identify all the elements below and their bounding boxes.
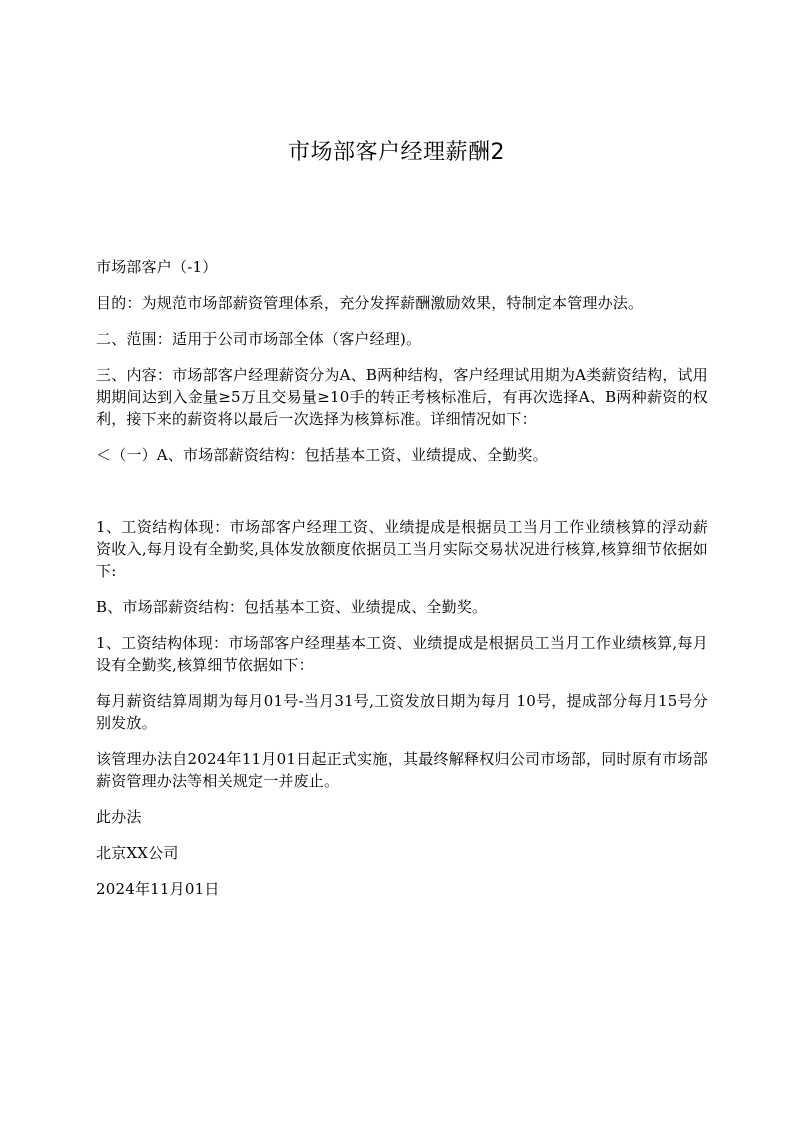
paragraph-scope: 二、范围：适用于公司市场部全体（客户经理)。	[96, 330, 422, 348]
document-body	[96, 256, 708, 914]
document-title: 市场部客户经理薪酬2	[288, 140, 505, 165]
paragraph-purpose: 目的：为规范市场部薪资管理体系，充分发挥薪酬激励效果，特制定本管理办法。	[96, 294, 644, 312]
paragraph-heading: 市场部客户（-1）	[96, 258, 218, 276]
paragraph-pay-cycle: 每月薪资结算周期为每月01号-当月31号,工资发放日期为每月 10号，提成部分每月15号分别发放。	[96, 692, 708, 732]
paragraph-structure-b: B、市场部薪资结构：包括基本工资、业绩提成、全勤奖。	[96, 598, 488, 616]
signature-company: 北京XX公司	[96, 844, 179, 862]
paragraph-content: 三、内容：市场部客户经理薪资分为A、B两种结构，客户经理试用期为A类薪资结构，试用期期间达到入金量≥5万且交易量≥10手的转正考核标准后，有再次选择A、B两种薪资的权利，接下来的薪资将以最后一次选择为核算标准。详细情况如下：	[96, 366, 708, 428]
spacer	[96, 480, 708, 516]
paragraph-structure-a: ＜（一）A、市场部薪资结构：包括基本工资、业绩提成、全勤奖。	[96, 446, 548, 464]
paragraph-structure-a-detail: 1、工资结构体现：市场部客户经理工资、业绩提成是根据员工当月工作业绩核算的浮动薪资收入,每月设有全勤奖,具体发放额度依据员工当月实际交易状况进行核算,核算细节依据如下:	[96, 518, 708, 580]
paragraph-closing: 此办法	[96, 808, 142, 826]
paragraph-effective-date: 该管理办法自2024年11月01日起正式实施，其最终解释权归公司市场部，同时原有市场部薪资管理办法等相关规定一并废止。	[96, 750, 708, 790]
signature-date: 2024年11月01日	[96, 880, 220, 898]
paragraph-structure-b-detail: 1、工资结构体现：市场部客户经理基本工资、业绩提成是根据员工当月工作业绩核算,每月设有全勤奖,核算细节依据如下：	[96, 634, 708, 674]
